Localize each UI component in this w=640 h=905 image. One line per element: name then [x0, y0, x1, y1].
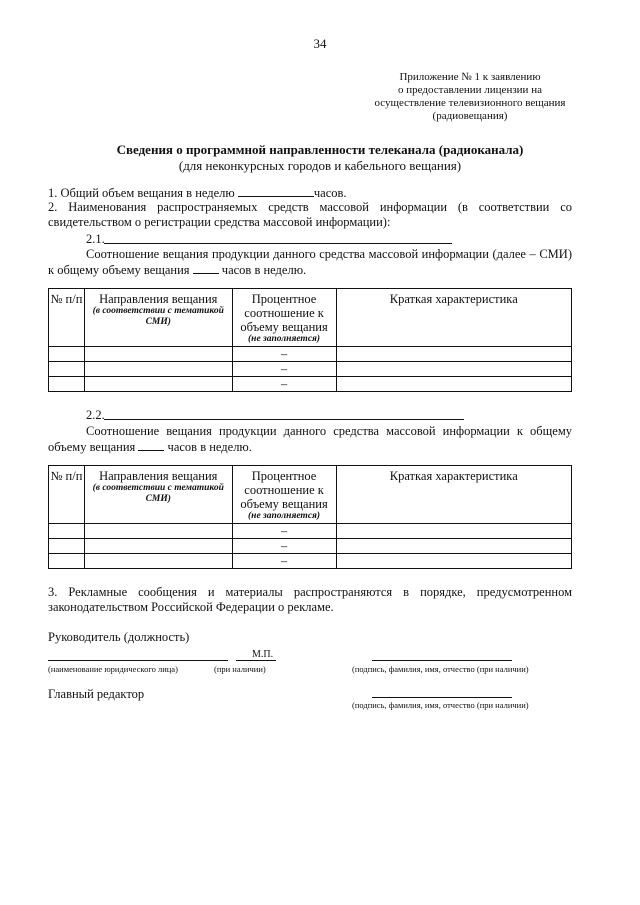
cell-number[interactable] — [49, 377, 85, 392]
cell-percent: – — [232, 524, 336, 539]
cell-percent: – — [232, 362, 336, 377]
document-title — [40, 142, 600, 174]
program-table-2 — [48, 465, 572, 569]
cell-direction[interactable] — [84, 524, 232, 539]
col-number-header: № п/п — [49, 466, 85, 524]
table-header-row — [49, 466, 572, 524]
table-row — [49, 347, 572, 362]
col-percent-note: (не заполняется) — [248, 511, 321, 521]
seal-field[interactable] — [236, 660, 276, 661]
media-name-field-2[interactable] — [104, 419, 464, 420]
cell-description[interactable] — [336, 554, 572, 569]
item-3: 3. Рекламные сообщения и материалы распространяются в порядке, предусмотренном законодательством Российской Федерации о рекламе. — [48, 585, 572, 614]
cell-number[interactable] — [49, 539, 85, 554]
item-1-text: 1. Общий объем вещания в неделю — [48, 186, 235, 200]
cell-percent: – — [232, 539, 336, 554]
ratio-hours-field-1[interactable] — [193, 262, 219, 274]
appendix-line: осуществление телевизионного вещания — [374, 97, 566, 109]
cell-description[interactable] — [336, 539, 572, 554]
head-position-label: Руководитель (должность) — [48, 630, 190, 644]
weekly-volume-field[interactable] — [238, 185, 314, 197]
cell-direction[interactable] — [84, 554, 232, 569]
col-percent-note: (не заполняется) — [248, 334, 321, 344]
cell-direction[interactable] — [84, 377, 232, 392]
section-2-2-label: 2.2. — [86, 408, 105, 422]
table-row — [49, 554, 572, 569]
editor-signature-caption: (подпись, фамилия, имя, отчество (при наличии) — [352, 700, 529, 710]
col-description-header: Краткая характеристика — [336, 289, 572, 347]
appendix-line: (радиовещания) — [432, 110, 508, 122]
cell-description[interactable] — [336, 362, 572, 377]
col-description-header: Краткая характеристика — [336, 466, 572, 524]
section-2-1-ratio — [48, 247, 572, 278]
legal-entity-caption: (наименование юридического лица) — [48, 664, 178, 674]
legal-entity-field[interactable] — [48, 660, 228, 661]
cell-number[interactable] — [49, 362, 85, 377]
col-directions-note: (в соответствии с тематикой СМИ) — [92, 483, 224, 504]
cell-direction[interactable] — [84, 347, 232, 362]
editor-signature-field[interactable] — [372, 697, 512, 698]
section-2-2-ratio — [48, 424, 572, 455]
col-directions-header: Направления вещания (в соответствии с тематикой СМИ) — [84, 466, 232, 524]
ratio-text: Соотношение вещания продукции данного средства массовой информации к общему объему вещания — [48, 424, 572, 454]
col-percent-header: Процентное соотношение к объему вещания (не заполняется) — [232, 466, 336, 524]
table-row — [49, 377, 572, 392]
program-table-1 — [48, 288, 572, 392]
item-1 — [48, 185, 572, 201]
col-directions-header: Направления вещания (в соответствии с тематикой СМИ) — [84, 289, 232, 347]
col-number-header: № п/п — [49, 289, 85, 347]
col-percent-header: Процентное соотношение к объему вещания (не заполняется) — [232, 289, 336, 347]
cell-percent: – — [232, 554, 336, 569]
if-any-caption: (при наличии) — [214, 664, 266, 674]
editor-label: Главный редактор — [48, 687, 145, 701]
table-row — [49, 539, 572, 554]
head-signature-caption: (подпись, фамилия, имя, отчество (при наличии) — [352, 664, 529, 674]
page-number: 34 — [313, 36, 327, 51]
ratio-text: Соотношение вещания продукции данного средства массовой информации (далее – СМИ) к общему объему вещания — [48, 247, 572, 277]
cell-description[interactable] — [336, 524, 572, 539]
cell-direction[interactable] — [84, 362, 232, 377]
cell-description[interactable] — [336, 377, 572, 392]
ratio-unit: часов в неделю. — [167, 440, 252, 454]
cell-number[interactable] — [49, 347, 85, 362]
cell-direction[interactable] — [84, 539, 232, 554]
section-2-1-label: 2.1. — [86, 232, 105, 246]
cell-percent: – — [232, 347, 336, 362]
table-row — [49, 524, 572, 539]
appendix-line: о предоставлении лицензии на — [398, 84, 542, 96]
table-header-row — [49, 289, 572, 347]
cell-number[interactable] — [49, 524, 85, 539]
cell-description[interactable] — [336, 347, 572, 362]
title-sub: (для неконкурсных городов и кабельного вещания) — [178, 158, 462, 173]
item-1-unit: часов. — [313, 186, 347, 200]
table-row — [49, 362, 572, 377]
media-name-field-1[interactable] — [104, 243, 452, 244]
appendix-note — [360, 71, 580, 123]
ratio-unit: часов в неделю. — [221, 263, 307, 277]
head-signature-field[interactable] — [372, 660, 512, 661]
cell-percent: – — [232, 377, 336, 392]
seal-mark: М.П. — [252, 649, 274, 660]
appendix-line: Приложение № 1 к заявлению — [399, 71, 541, 83]
item-2: 2. Наименования распространяемых средств массовой информации (в соответствии со свидетельством о регистрации средства массовой информации): — [48, 200, 572, 229]
title-main: Сведения о программной направленности телеканала (радиоканала) — [116, 142, 524, 157]
ratio-hours-field-2[interactable] — [138, 439, 164, 451]
col-directions-note: (в соответствии с тематикой СМИ) — [92, 306, 224, 327]
cell-number[interactable] — [49, 554, 85, 569]
